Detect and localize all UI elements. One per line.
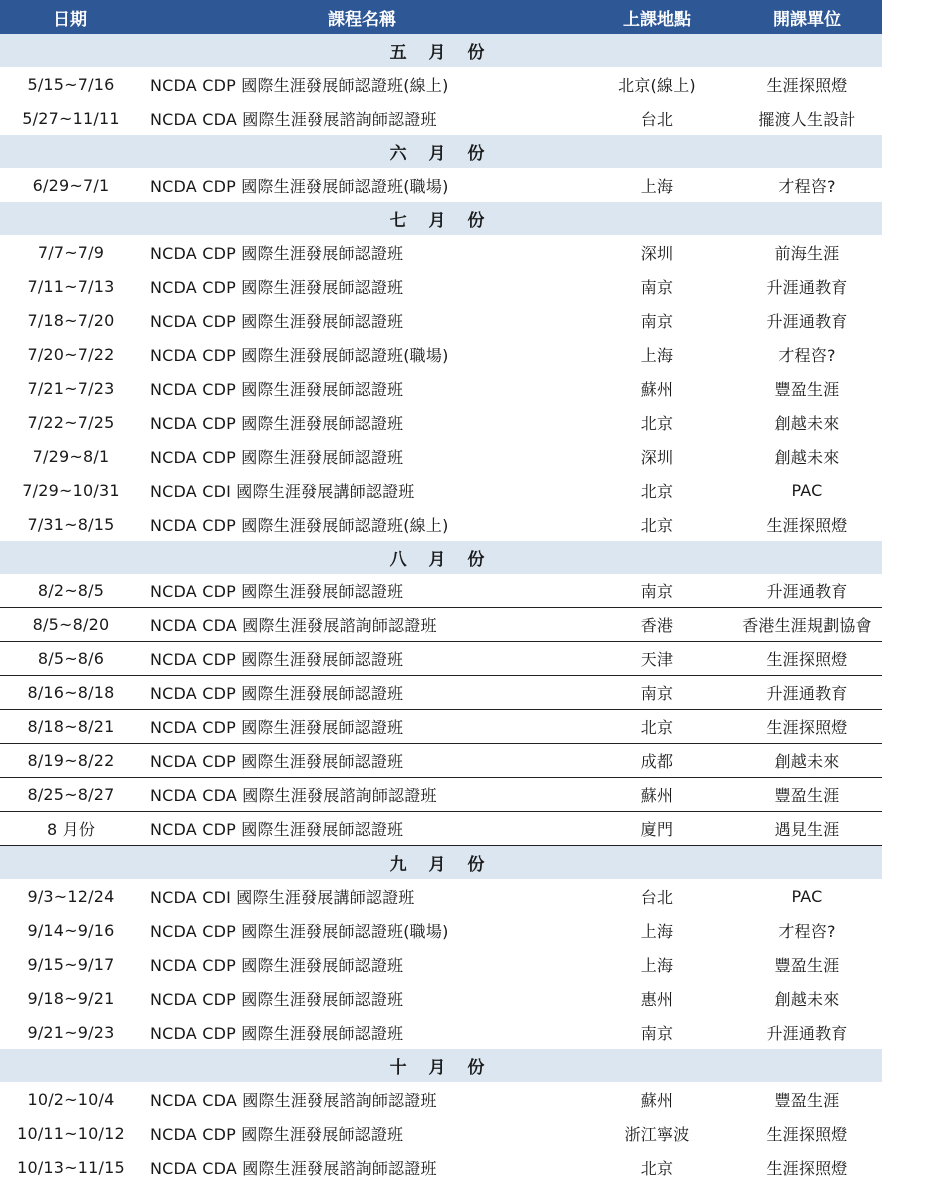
table-row [0,303,882,337]
cell-location: 北京 [640,413,674,433]
cell-course-name: NCDA CDP 國際生涯發展師認證班 [150,1023,404,1043]
cell-organizer: 豐盈生涯 [774,955,840,975]
cell-organizer: PAC [791,886,823,906]
cell-organizer: 升涯通教育 [766,1023,848,1043]
cell-location: 上海 [640,955,674,975]
cell-organizer: 生涯探照燈 [766,515,848,535]
cell-course-name: NCDA CDP 國際生涯發展師認證班(職場) [150,345,449,365]
header-course-name: 課程名稱 [328,9,396,30]
cell-course-name: NCDA CDA 國際生涯發展諮詢師認證班 [150,1158,437,1178]
table-row [0,337,882,371]
table-row [0,1082,882,1116]
cell-date: 10/2~10/4 [27,1089,115,1109]
cell-date: 8/25~8/27 [27,785,115,804]
cell-course-name: NCDA CDP 國際生涯發展師認證班 [150,820,404,839]
cell-course-name: NCDA CDI 國際生涯發展講師認證班 [150,887,415,907]
cell-date: 9/15~9/17 [27,954,115,974]
cell-date: 7/31~8/15 [27,514,115,534]
cell-organizer: 才程咨? [778,921,836,941]
table-row [0,608,882,642]
cell-date: 7/20~7/22 [27,344,115,364]
month-section-header: 五 月 份 [0,34,882,67]
cell-organizer: 升涯通教育 [766,582,848,601]
cell-location: 南京 [640,582,674,601]
cell-date: 10/13~11/15 [17,1157,125,1177]
cell-course-name: NCDA CDP 國際生涯發展師認證班(線上) [150,515,449,535]
cell-date: 10/11~10/12 [17,1123,125,1143]
cell-location: 惠州 [640,989,674,1009]
cell-organizer: 香港生涯規劃協會 [742,616,872,635]
cell-course-name: NCDA CDP 國際生涯發展師認證班 [150,650,404,669]
cell-date: 8/5~8/6 [37,649,105,668]
cell-location: 北京 [640,1158,674,1178]
cell-course-name: NCDA CDA 國際生涯發展諮詢師認證班 [150,109,437,129]
cell-course-name: NCDA CDP 國際生涯發展師認證班 [150,277,404,297]
table-row [0,269,882,303]
cell-course-name: NCDA CDP 國際生涯發展師認證班 [150,989,404,1009]
cell-date: 7/7~7/9 [37,242,105,262]
cell-location: 上海 [640,345,674,365]
table-row [0,371,882,405]
cell-course-name: NCDA CDP 國際生涯發展師認證班 [150,311,404,331]
cell-course-name: NCDA CDI 國際生涯發展講師認證班 [150,481,415,501]
cell-course-name: NCDA CDP 國際生涯發展師認證班(職場) [150,921,449,941]
cell-date: 8 月份 [46,820,96,839]
month-section-header: 八 月 份 [0,541,882,574]
cell-location: 上海 [640,176,674,196]
cell-course-name: NCDA CDP 國際生涯發展師認證班 [150,684,404,703]
cell-date: 7/29~8/1 [32,446,110,466]
table-row [0,744,882,778]
cell-course-name: NCDA CDP 國際生涯發展師認證班(職場) [150,176,449,196]
month-section-header: 十 月 份 [0,1049,882,1082]
table-row [0,778,882,812]
cell-location: 北京 [640,481,674,501]
cell-location: 廈門 [640,820,674,839]
cell-course-name: NCDA CDP 國際生涯發展師認證班 [150,955,404,975]
header-organizer: 開課單位 [773,9,841,30]
cell-date: 8/16~8/18 [27,683,115,702]
cell-course-name: NCDA CDA 國際生涯發展諮詢師認證班 [150,616,437,635]
cell-location: 蘇州 [640,379,674,399]
header-date: 日期 [53,9,87,30]
table-row [0,439,882,473]
cell-location: 成都 [640,752,674,771]
table-row [0,168,882,202]
cell-date: 7/22~7/25 [27,412,115,432]
table-row [0,101,882,135]
table-row [0,879,882,913]
cell-organizer: 才程咨? [778,345,836,365]
cell-course-name: NCDA CDP 國際生涯發展師認證班 [150,718,404,737]
cell-date: 8/5~8/20 [32,615,110,634]
cell-location: 深圳 [640,447,674,467]
cell-date: 9/21~9/23 [27,1022,115,1042]
cell-location: 北京 [640,718,674,737]
cell-date: 5/15~7/16 [27,74,115,94]
table-row [0,67,882,101]
table-row [0,574,882,608]
cell-location: 浙江寧波 [624,1124,690,1144]
cell-course-name: NCDA CDP 國際生涯發展師認證班(線上) [150,75,449,95]
cell-course-name: NCDA CDP 國際生涯發展師認證班 [150,243,404,263]
table-header-row [0,0,882,34]
cell-location: 北京(線上) [618,75,696,95]
cell-date: 5/27~11/11 [22,108,120,128]
cell-organizer: 生涯探照燈 [766,1124,848,1144]
cell-date: 9/14~9/16 [27,920,115,940]
cell-location: 南京 [640,684,674,703]
header-location: 上課地點 [623,9,691,30]
table-row [0,473,882,507]
cell-course-name: NCDA CDP 國際生涯發展師認證班 [150,752,404,771]
table-row [0,812,882,846]
cell-organizer: 升涯通教育 [766,277,848,297]
table-row [0,235,882,269]
cell-organizer: 前海生涯 [774,243,840,263]
cell-organizer: 升涯通教育 [766,684,848,703]
cell-organizer: 創越未來 [774,447,840,467]
cell-location: 南京 [640,311,674,331]
table-row [0,913,882,947]
cell-date: 8/2~8/5 [37,581,105,600]
month-section-header: 七 月 份 [0,202,882,235]
table-row [0,710,882,744]
table-row [0,981,882,1015]
cell-date: 8/19~8/22 [27,751,115,770]
table-row [0,1015,882,1049]
cell-date: 7/29~10/31 [22,480,120,500]
cell-course-name: NCDA CDP 國際生涯發展師認證班 [150,1124,404,1144]
month-section-header: 九 月 份 [0,846,882,879]
table-row [0,947,882,981]
cell-date: 9/18~9/21 [27,988,115,1008]
cell-date: 6/29~7/1 [32,175,110,195]
cell-location: 上海 [640,921,674,941]
cell-organizer: 擺渡人生設計 [758,109,856,129]
cell-course-name: NCDA CDA 國際生涯發展諮詢師認證班 [150,786,437,805]
table-row [0,1116,882,1150]
cell-course-name: NCDA CDP 國際生涯發展師認證班 [150,447,404,467]
table-row [0,507,882,541]
cell-organizer: 遇見生涯 [774,820,840,839]
cell-date: 8/18~8/21 [27,717,115,736]
table-row [0,676,882,710]
cell-location: 南京 [640,277,674,297]
cell-course-name: NCDA CDP 國際生涯發展師認證班 [150,413,404,433]
cell-organizer: 生涯探照燈 [766,718,848,737]
cell-organizer: 創越未來 [774,413,840,433]
cell-course-name: NCDA CDA 國際生涯發展諮詢師認證班 [150,1090,437,1110]
cell-location: 北京 [640,515,674,535]
cell-organizer: 創越未來 [774,989,840,1009]
cell-organizer: 升涯通教育 [766,311,848,331]
cell-location: 天津 [640,650,674,669]
cell-date: 7/18~7/20 [27,310,115,330]
cell-location: 南京 [640,1023,674,1043]
cell-organizer: PAC [791,480,823,500]
table-body [0,34,882,1184]
cell-location: 台北 [640,109,674,129]
cell-organizer: 才程咨? [778,176,836,196]
cell-date: 7/21~7/23 [27,378,115,398]
cell-course-name: NCDA CDP 國際生涯發展師認證班 [150,582,404,601]
cell-organizer: 創越未來 [774,752,840,771]
table-row [0,1150,882,1184]
cell-location: 蘇州 [640,786,674,805]
month-section-header: 六 月 份 [0,135,882,168]
table-row [0,642,882,676]
cell-organizer: 生涯探照燈 [766,650,848,669]
cell-organizer: 豐盈生涯 [774,379,840,399]
cell-date: 9/3~12/24 [27,886,115,906]
cell-date: 7/11~7/13 [27,276,115,296]
cell-course-name: NCDA CDP 國際生涯發展師認證班 [150,379,404,399]
cell-organizer: 生涯探照燈 [766,75,848,95]
cell-location: 深圳 [640,243,674,263]
cell-organizer: 生涯探照燈 [766,1158,848,1178]
cell-organizer: 豐盈生涯 [774,1090,840,1110]
cell-organizer: 豐盈生涯 [774,786,840,805]
cell-location: 台北 [640,887,674,907]
cell-location: 蘇州 [640,1090,674,1110]
cell-location: 香港 [640,616,674,635]
table-row [0,405,882,439]
